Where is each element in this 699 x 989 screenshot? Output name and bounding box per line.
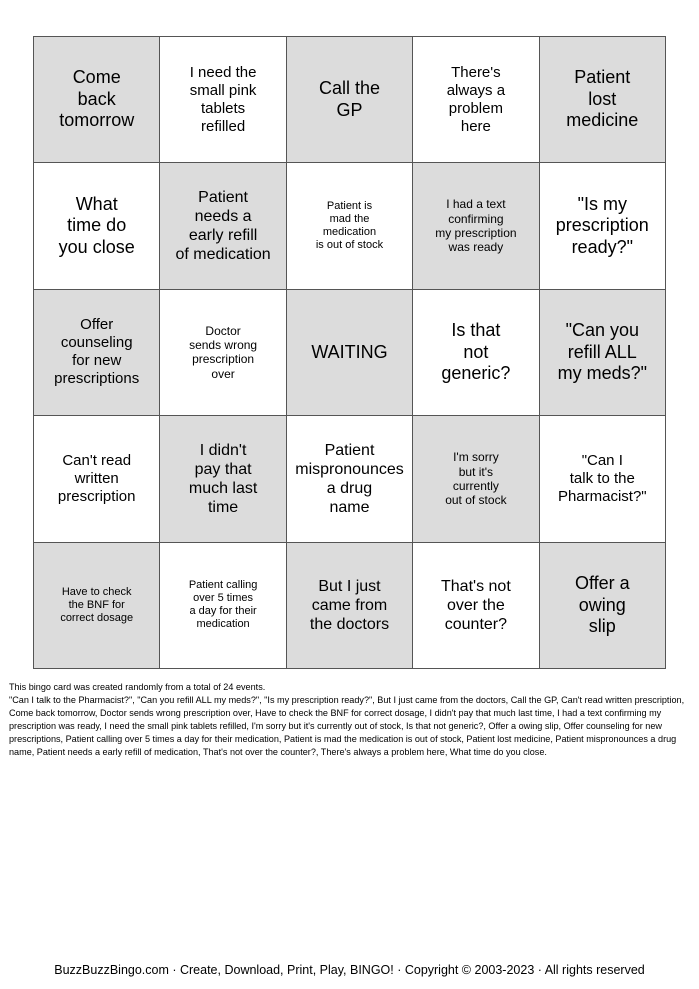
bingo-cell: I had a text confirming my prescription was ready xyxy=(413,163,539,289)
bingo-cell: Doctor sends wrong prescription over xyxy=(160,290,286,416)
bingo-cell: "Can I talk to the Pharmacist?" xyxy=(540,416,666,542)
bingo-cell: "Is my prescription ready?" xyxy=(540,163,666,289)
site-footer: BuzzBuzzBingo.com · Create, Download, Print, Play, BINGO! · Copyright © 2003-2023 · All rights reserved xyxy=(54,963,645,977)
bingo-cell: I didn't pay that much last time xyxy=(160,416,286,542)
bingo-cell: I need the small pink tablets refilled xyxy=(160,37,286,163)
bingo-cell: Patient lost medicine xyxy=(540,37,666,163)
bingo-cell: Offer counseling for new prescriptions xyxy=(34,290,160,416)
bingo-cell: Offer a owing slip xyxy=(540,543,666,669)
bingo-cell: What time do you close xyxy=(34,163,160,289)
bingo-cell: WAITING xyxy=(287,290,413,416)
bingo-cell: Patient mispronounces a drug name xyxy=(287,416,413,542)
bingo-cell: Patient calling over 5 times a day for their medication xyxy=(160,543,286,669)
bingo-cell: Can't read written prescription xyxy=(34,416,160,542)
bingo-cell: Patient is mad the medication is out of stock xyxy=(287,163,413,289)
bingo-cell: But I just came from the doctors xyxy=(287,543,413,669)
bingo-cell: I'm sorry but it's currently out of stock xyxy=(413,416,539,542)
bingo-cell: Call the GP xyxy=(287,37,413,163)
bingo-cell: Patient needs a early refill of medication xyxy=(160,163,286,289)
note-event-list: "Can I talk to the Pharmacist?", "Can you refill ALL my meds?", "Is my prescription ready?", But I just came from the doctors, Call the GP, Can't read written prescription, Come back tomorrow, Doctor sends wrong prescription over, Have to check the BNF for correct dosage, I didn't pay that much last time, I had a text confirming my prescription was ready, I need the small pink tablets refilled, I'm sorry but it's currently out of stock, Is that not generic?, Offer a owing slip, Offer counseling for new prescriptions, Patient calling over 5 times a day for their medication, Patient is mad the medication is out of stock, Patient lost medicine, Patient mispronounces a drug name, Patient needs a early refill of medication, That's not over the counter?, There's always a problem here, What time do you close. xyxy=(9,694,685,757)
bingo-cell: Come back tomorrow xyxy=(34,37,160,163)
note-intro: This bingo card was created randomly from a total of 24 events. xyxy=(9,682,266,692)
bingo-cell: That's not over the counter? xyxy=(413,543,539,669)
bingo-cell: "Can you refill ALL my meds?" xyxy=(540,290,666,416)
bingo-card xyxy=(33,36,666,669)
bingo-cell: Is that not generic? xyxy=(413,290,539,416)
event-list-note xyxy=(9,681,693,758)
bingo-cell: Have to check the BNF for correct dosage xyxy=(34,543,160,669)
bingo-cell: There's always a problem here xyxy=(413,37,539,163)
